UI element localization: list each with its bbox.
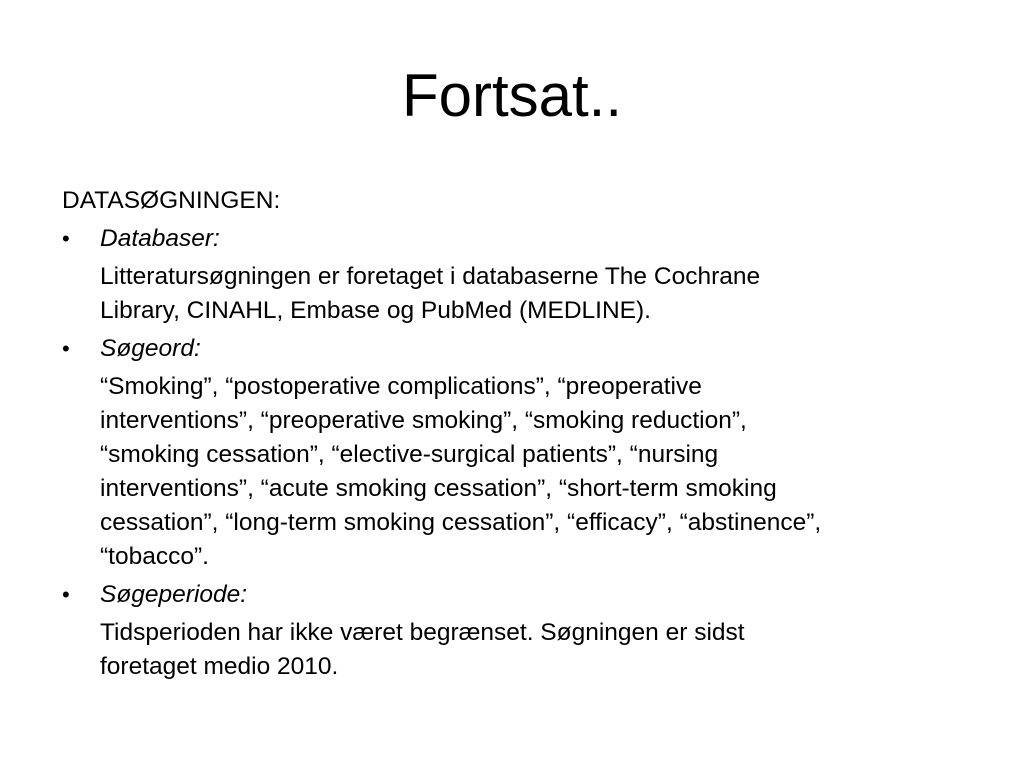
bullet-row [62, 222, 962, 256]
bullet-paragraph [100, 616, 950, 684]
bullet-label: Søgeord: [100, 335, 201, 362]
slide-body [62, 184, 962, 688]
section-heading: DATASØGNINGEN: [62, 187, 281, 214]
paragraph-line: Library, CINAHL, Embase og PubMed (MEDLINE). [100, 297, 651, 324]
paragraph-line: Litteratursøgningen er foretaget i databaserne The Cochrane [100, 263, 761, 290]
paragraph-line: cessation”, “long-term smoking cessation”, “efficacy”, “abstinence”, [100, 509, 822, 536]
bullet-label: Databaser: [100, 225, 220, 252]
slide-title: Fortsat.. [401, 62, 623, 129]
paragraph-line: interventions”, “acute smoking cessation”, “short-term smoking [100, 475, 777, 502]
bullet-item-soegeord [62, 332, 962, 574]
bullet-label: Søgeperiode: [100, 581, 248, 608]
bullet-row [62, 332, 962, 366]
paragraph-line: “Smoking”, “postoperative complications”, “preoperative [100, 373, 702, 400]
bullet-icon: • [62, 226, 70, 251]
bullet-icon: • [62, 582, 70, 607]
bullet-paragraph [100, 260, 950, 328]
paragraph-line: interventions”, “preoperative smoking”, “smoking reduction”, [100, 407, 747, 434]
bullet-item-soegeperiode [62, 578, 962, 684]
paragraph-line: “tobacco”. [100, 543, 209, 570]
bullet-item-databaser [62, 222, 962, 328]
paragraph-line: “smoking cessation”, “elective-surgical patients”, “nursing [100, 441, 719, 468]
bullet-paragraph [100, 370, 950, 574]
paragraph-line: foretaget medio 2010. [100, 653, 339, 680]
bullet-row [62, 578, 962, 612]
paragraph-line: Tidsperioden har ikke været begrænset. Søgningen er sidst [100, 619, 745, 646]
bullet-icon: • [62, 336, 70, 361]
